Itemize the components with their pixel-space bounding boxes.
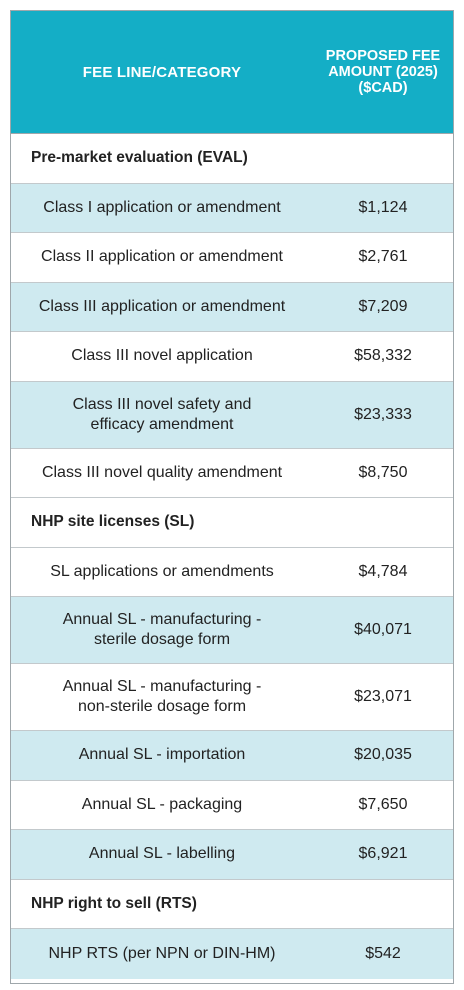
category-cell: Annual SL - manufacturing - sterile dosage form	[62, 611, 262, 648]
category-cell: SL applications or amendments	[50, 562, 274, 580]
table-row	[11, 830, 453, 880]
table-row	[11, 597, 453, 664]
fee-cell: $20,035	[354, 746, 412, 764]
fee-cell: $7,650	[358, 795, 408, 813]
table-row	[11, 332, 453, 382]
category-cell: Annual SL - labelling	[88, 845, 236, 863]
category-cell: Annual SL - importation	[78, 746, 246, 764]
section-title: Pre-market evaluation (EVAL)	[31, 149, 248, 167]
category-cell: Annual SL - packaging	[81, 795, 243, 813]
fee-cell: $58,332	[354, 347, 412, 365]
fee-table	[10, 10, 454, 984]
category-column-header: FEE LINE/CATEGORY	[82, 63, 242, 81]
table-row	[11, 184, 453, 234]
fee-cell: $4,784	[358, 562, 408, 580]
table-row	[11, 233, 453, 283]
fee-cell: $23,333	[354, 405, 412, 423]
section-title: NHP right to sell (RTS)	[31, 894, 197, 912]
table-row	[11, 283, 453, 333]
table-row	[11, 664, 453, 731]
fee-cell: $40,071	[354, 621, 412, 638]
fee-cell: $542	[365, 944, 401, 962]
fee-cell: $1,124	[358, 198, 408, 216]
fee-cell: $7,209	[358, 297, 408, 315]
table-row	[11, 731, 453, 781]
section-title: NHP site licenses (SL)	[31, 513, 195, 531]
category-cell: NHP RTS (per NPN or DIN-HM)	[48, 944, 276, 962]
category-cell: Class II application or amendment	[41, 248, 283, 266]
fee-column-header	[313, 11, 453, 133]
section-row-eval	[11, 134, 453, 184]
section-row-rts	[11, 880, 453, 930]
fee-cell: $8,750	[358, 463, 408, 481]
table-header	[11, 11, 453, 134]
fee-cell: $23,071	[354, 688, 412, 705]
category-cell: Annual SL - manufacturing - non-sterile dosage form	[62, 678, 262, 715]
fee-cell: $6,921	[358, 845, 408, 863]
table-row	[11, 382, 453, 449]
category-cell: Class III novel quality amendment	[41, 463, 283, 481]
category-cell: Class III application or amendment	[38, 297, 286, 315]
table-row	[11, 781, 453, 831]
table-row	[11, 548, 453, 598]
fee-column-header-label: PROPOSED FEE AMOUNT (2025) ($CAD)	[325, 48, 441, 96]
category-cell: Class III novel safety and efficacy amendment	[72, 395, 252, 433]
category-cell: Class III novel application	[71, 347, 253, 365]
category-cell: Class I application or amendment	[43, 198, 281, 216]
table-row	[11, 929, 453, 979]
section-row-sl	[11, 498, 453, 548]
table-row	[11, 449, 453, 499]
fee-cell: $2,761	[358, 248, 408, 266]
